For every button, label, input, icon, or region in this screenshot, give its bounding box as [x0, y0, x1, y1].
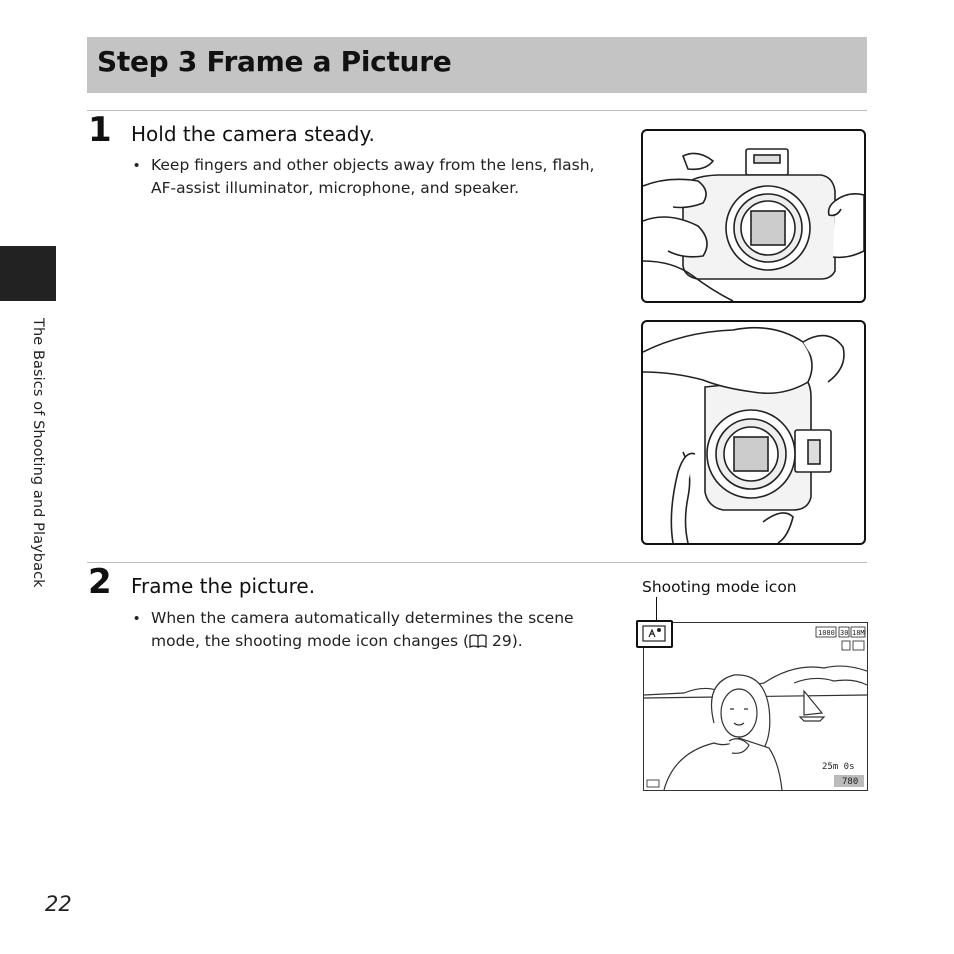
step-2-bullet-line-2a: mode, the shooting mode icon changes ( [151, 632, 470, 650]
flash-mode-icon [853, 641, 864, 650]
shooting-mode-icon [636, 620, 673, 648]
camera-horizontal-illustration [643, 131, 864, 301]
camera-horizontal-photo [641, 129, 866, 303]
step-1-divider [87, 110, 867, 111]
lcd-preview [643, 622, 868, 791]
lcd-movie-rate: 30 [840, 629, 849, 637]
step-2-bullet-line-1: When the camera automatically determines the scene [151, 609, 574, 627]
step-2-number: 2 [88, 562, 112, 602]
chapter-label: The Basics of Shooting and Playback [30, 318, 46, 588]
book-icon [469, 632, 487, 646]
step-2-divider [87, 562, 867, 563]
step-1-bullet-line-2: AF-assist illuminator, microphone, and speaker. [151, 179, 520, 197]
step-1-heading: Hold the camera steady. [131, 122, 375, 146]
camera-vertical-illustration [643, 322, 864, 543]
figure-caption: Shooting mode icon [642, 578, 797, 596]
step-1-bullet-line-1: Keep fingers and other objects away from the lens, flash, [151, 156, 595, 174]
lcd-movie-size: 1080 [818, 629, 835, 637]
step-2-bullet-dot: • [134, 610, 140, 627]
lcd-image-size: 18M [852, 629, 865, 637]
step-2-bullet-line-2b: 29). [492, 632, 523, 650]
step-1-bullet [151, 154, 611, 200]
camera-vertical-photo [641, 320, 866, 545]
vr-icon [842, 641, 850, 650]
chapter-tab [0, 246, 56, 301]
lcd-remaining-time: 25m 0s [822, 762, 855, 772]
page-number: 22 [45, 892, 72, 916]
page-title: Step 3 Frame a Picture [97, 45, 452, 78]
lcd-scene-illustration [644, 623, 867, 790]
step-1-number: 1 [88, 110, 112, 150]
scene-auto-icon [638, 622, 671, 646]
step-2-bullet [151, 607, 611, 653]
battery-icon [647, 780, 659, 787]
step-1-bullet-dot: • [134, 157, 140, 174]
step-2-heading: Frame the picture. [131, 574, 316, 598]
lcd-shots-remaining: 780 [842, 777, 859, 787]
